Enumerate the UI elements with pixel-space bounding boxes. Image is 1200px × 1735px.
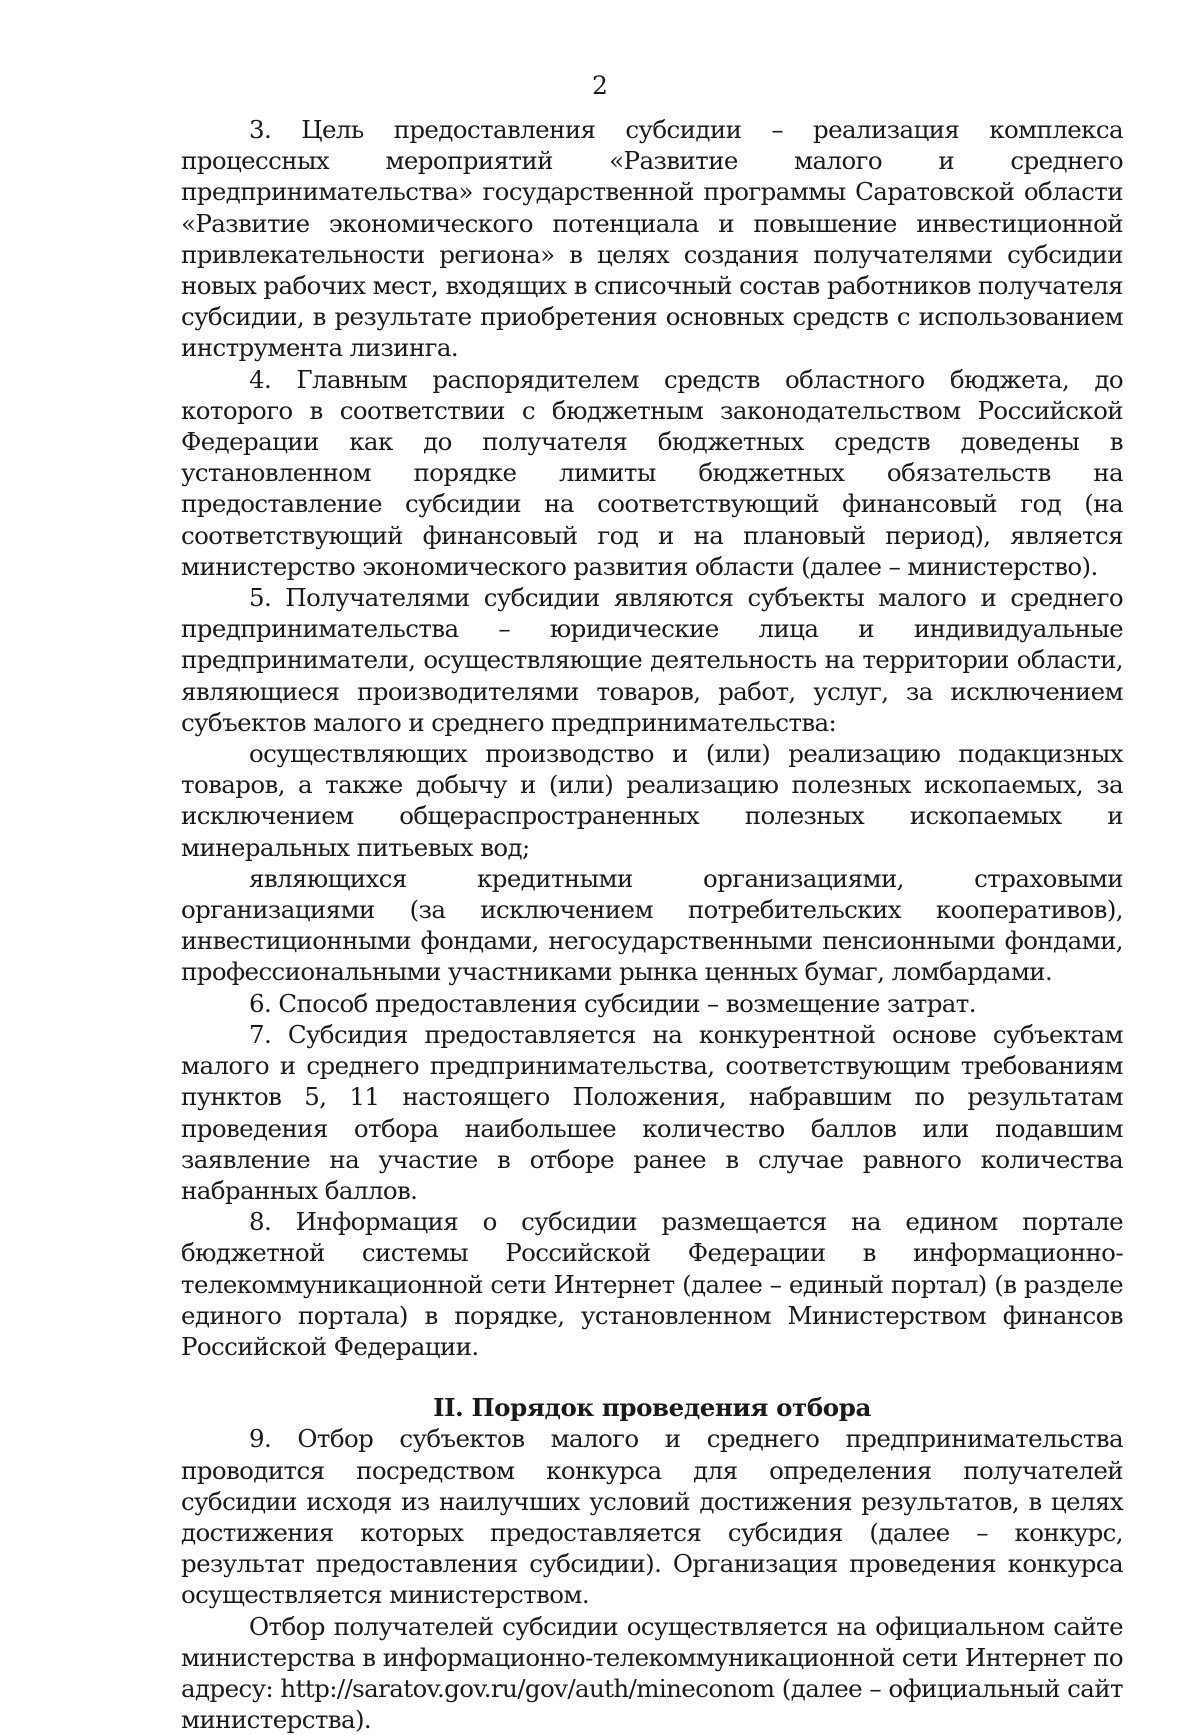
paragraph-item-3: 3. Цель предоставления субсидии – реализация комплекса процессных мероприятий «Развитие малого и среднего предпринимательства» государственной программы Саратовской области «Развитие экономического потенциала и повышение инвестиционной привлекательности региона» в целях создания получателями субсидии новых рабочих мест, входящих в списочный состав работников получателя субсидии, в результате приобретения основных средств с использованием инструмента лизинга. [181, 115, 1123, 363]
paragraph-item-6: 6. Способ предоставления субсидии – возмещение затрат. [249, 988, 976, 1018]
paragraph-item-5: 5. Получателями субсидии являются субъекты малого и среднего предпринимательства – юридические лица и индивидуальные предприниматели, осуществляющие деятельность на территории области, являющиеся производителями товаров, работ, услуг, за исключением субъектов малого и среднего предпринимательства: [181, 583, 1123, 737]
paragraph-item-5-subclause-financial: являющихся кредитными организациями, страховыми организациями (за исключением потребительских кооперативов), инвестиционными фондами, негосударственными пенсионными фондами, профессиональными участниками рынка ценных бумаг, ломбардами. [181, 863, 1123, 987]
paragraph-selection-website: Отбор получателей субсидии осуществляется на официальном сайте министерства в информационно-телекоммуникационной сети Интернет по адресу: http://saratov.gov.ru/gov/auth/mineconom (далее – официальный сайт министерства). [181, 1611, 1123, 1735]
section-heading: II. Порядок проведения отбора [433, 1393, 871, 1423]
page-number: 2 [592, 71, 608, 100]
paragraph-item-5-subclause-excise: осуществляющих производство и (или) реализацию подакцизных товаров, а также добычу и (или) реализацию полезных ископаемых, за исключением общераспространенных полезных ископаемых и минеральных питьевых вод; [181, 739, 1123, 862]
paragraph-item-4: 4. Главным распорядителем средств областного бюджета, до которого в соответствии с бюджетным законодательством Российской Федерации как до получателя бюджетных средств доведены в установленном порядке лимиты бюджетных обязательств на предоставление субсидии на соответствующий финансовый год (на соответствующий финансовый год и на плановый период), является министерство экономического развития области (далее – министерство). [181, 364, 1123, 581]
document-body [181, 114, 1123, 1735]
paragraph-item-9: 9. Отбор субъектов малого и среднего предпринимательства проводится посредством конкурса для определения получателей субсидии исходя из наилучших условий достижения результатов, в целях достижения которых предоставляется субсидия (далее – конкурс, результат предоставления субсидии). Организация проведения конкурса осуществляется министерством. [181, 1424, 1123, 1610]
paragraph-item-7: 7. Субсидия предоставляется на конкурентной основе субъектам малого и среднего предпринимательства, соответствующим требованиям пунктов 5, 11 настоящего Положения, набравшим по результатам проведения отбора наибольшее количество баллов или подавшим заявление на участие в отборе ранее в случае равного количества набранных баллов. [181, 1019, 1123, 1205]
paragraph-item-8: 8. Информация о субсидии размещается на едином портале бюджетной системы Российской Федерации в информационно-телекоммуникационной сети Интернет (далее – единый портал) (в разделе единого портала) в порядке, установленном Министерством финансов Российской Федерации. [181, 1207, 1123, 1361]
